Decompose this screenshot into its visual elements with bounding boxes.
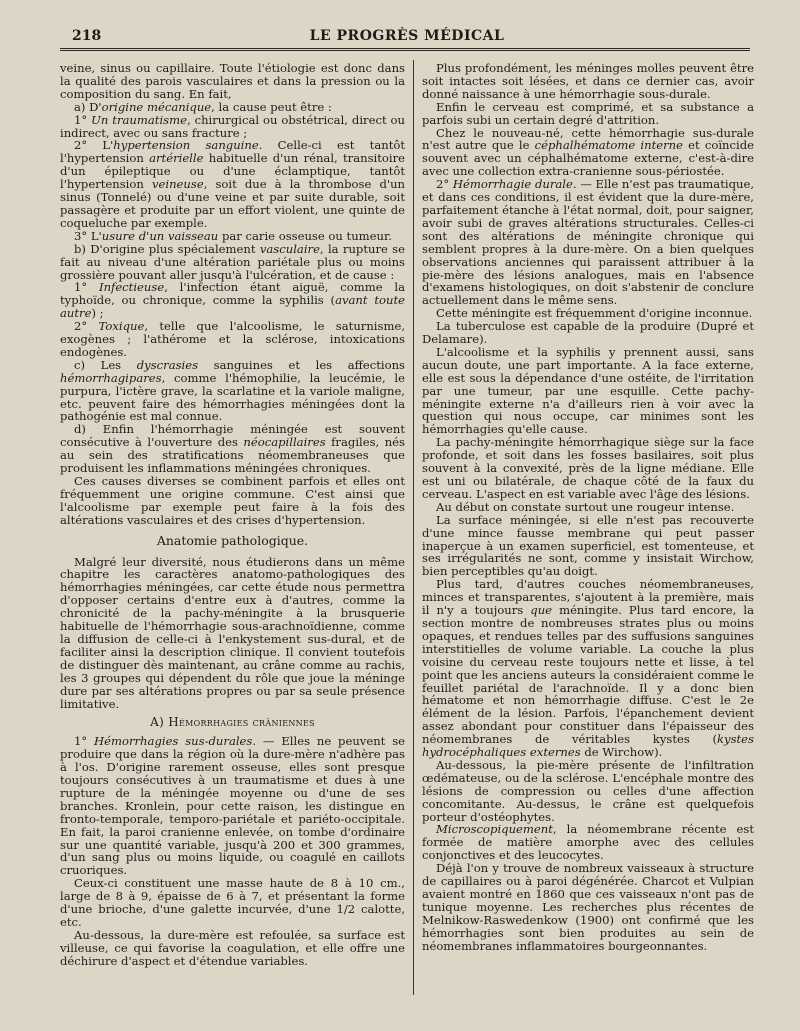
paragraph: c) Les dyscrasies sanguines et les affections hémorrhagipares, comme l'hémophilie, la leucémie, le purpura, l'ictère grave, la scarlatine et la variole maligne, etc. peuvent faire des hémorrhagies méningées dont la pathogénie est mal connue. bbox=[60, 357, 405, 424]
paragraph: Au-dessous, la pie-mère présente de l'infiltration œdémateuse, ou de la sclérose. L'encéphale montre des lésions de compression ou celles d'une affection concomitante. Au-dessus, le crâne est quelquefois porteur d'ostéophytes. bbox=[422, 757, 754, 824]
paragraph: 2° Toxique, telle que l'alcoolisme, le saturnisme, exogènes ; l'athérome et la sclérose, intoxications endogènes. bbox=[60, 319, 405, 359]
column-divider bbox=[413, 60, 414, 995]
paragraph: Microscopiquement, la néomembrane récente est formée de matière amorphe avec des cellules conjonctives et des leucocytes. bbox=[422, 822, 754, 863]
paragraph: Au début on constate surtout une rougeur intense. bbox=[436, 499, 735, 514]
paragraph: Chez le nouveau-né, cette hémorrhagie sus-durale n'est autre que le céphalhématome interne et coïncide souvent avec un céphalhématome externe, c'est-à-dire avec une collection extra-cranienne sous-périostée. bbox=[422, 125, 754, 179]
page-number: 218 bbox=[72, 28, 102, 44]
paragraph: 1° Hémorrhagies sus-durales. — Elles ne peuvent se produire que dans la région où la dure-mère n'adhère pas à l'os. D'origine rarement osseuse, elles sont presque toujours consécutives à un traumatisme et dues à une rupture de la méningée moyenne ou d'une de ses branches. Kronlein, pour cette raison, les distingue en fronto-temporale, temporo-pariétale et pariéto-occipitale. En fait, la paroi cranienne enlevée, on tombe d'ordinaire sur une quantité variable, jusqu'à 200 et 300 grammes, d'un sang plus ou moins liquide, ou coagulé en caillots cruoriques. bbox=[60, 734, 405, 878]
paragraph: 1° Un traumatisme, chirurgical ou obstétrical, direct ou indirect, avec ou sans fracture ; bbox=[60, 112, 405, 140]
paragraph: L'alcoolisme et la syphilis y prennent aussi, sans aucun doute, une part importante. A la face externe, elle est sous la dépendance d'une ostéite, de l'irritation par une tumeur, par une esquille. Cette pachy-méningite externe n'a d'ailleurs rien à voir avec la question qui nous occupe, car minimes sont les hémorrhagies qu'elle cause. bbox=[422, 344, 754, 437]
paragraph: Enfin le cerveau est comprimé, et sa substance a parfois subi un certain degré d'attrition. bbox=[422, 99, 754, 127]
section-title: Anatomie pathologique. bbox=[156, 532, 309, 548]
paragraph: La surface méningée, si elle n'est pas recouverte d'une mince fausse membrane qui peut passer inaperçue à un examen superficiel, est tomenteuse, et ses irrégularités ne sont, comme y insistait Wirchow, bien perceptibles qu'au doigt. bbox=[422, 512, 754, 579]
subsection-title: A) Hémorrhagies crâniennes bbox=[150, 715, 315, 730]
paragraph: Plus profondément, les méninges molles peuvent être soit intactes soit lésées, et dans ce dernier cas, avoir donné naissance à une hémorrhagie sous-durale. bbox=[422, 61, 754, 101]
paragraph: Cette méningite est fréquemment d'origine inconnue. bbox=[436, 306, 753, 321]
paragraph: Déjà l'on y trouve de nombreux vaisseaux à structure de capillaires ou à paroi dégénérée. Charcot et Vulpian avaient montré en 1860 que ces vaisseaux n'ont pas de tunique moyenne. Les recherches plus récentes de Melnikow-Raswedenkow (1900) ont confirmé que les hémorrhagies sont bien produites au sein de néomembranes inflammatoires bourgeonnantes. bbox=[422, 861, 754, 953]
journal-title: LE PROGRÈS MÉDICAL bbox=[309, 28, 505, 44]
left-column bbox=[60, 62, 405, 968]
paragraph: 1° Infectieuse, l'infection étant aiguë, comme la typhoïde, ou chronique, comme la syphilis (avant toute autre) ; bbox=[60, 280, 405, 321]
paragraph: b) D'origine plus spécialement vasculaire, la rupture se fait au niveau d'une altération pariétale plus ou moins grossière pouvant aller jusqu'à l'ulcération, et de cause : bbox=[60, 241, 405, 282]
paragraph: veine, sinus ou capillaire. Toute l'étiologie est donc dans la qualité des parois vasculaires et dans la pression ou la composition du sang. En fait, bbox=[60, 61, 405, 101]
paragraph: Plus tard, d'autres couches néomembraneuses, minces et transparentes, s'ajoutent à la première, mais il n'y a toujours que méningite. Plus tard encore, la section montre de nombreuses strates plus ou moins opaques, et rendues telles par des suffusions sanguines interstitielles de volume variable. La couche la plus voisine du cerveau reste toujours nette et lisse, à tel point que les anciens auteurs la considéraient comme le feuillet pariétal de l'arachnoïde. Il y a donc bien hématome et non hémorrhagie diffuse. C'est le 2e élément de la lésion. Parfois, l'épanchement devient assez abondant pour constituer dans l'épaisseur des néomembranes de véritables kystes (kystes hydrocéphaliques externes de Wirchow). bbox=[422, 577, 754, 760]
right-column bbox=[422, 62, 754, 953]
paragraph: Ceux-ci constituent une masse haute de 8 à 10 cm., large de 8 à 9, épaisse de 6 à 7, et présentant la forme d'une brioche, d'une galette incurvée, d'une 1/2 calotte, etc. bbox=[60, 876, 405, 929]
paragraph: La tuberculose est capable de la produire (Dupré et Delamare). bbox=[422, 319, 754, 347]
paragraph: a) D'origine mécanique, la cause peut être : bbox=[74, 99, 332, 114]
paragraph: La pachy-méningite hémorrhagique siège sur la face profonde, et soit dans les fosses basilaires, soit plus souvent à la convexité, près de la ligne médiane. Elle est uni ou bilatérale, de chaque côté de la faux du cerveau. L'aspect en est variable avec l'âge des lésions. bbox=[422, 435, 754, 501]
paragraph: Ces causes diverses se combinent parfois et elles ont fréquemment une origine commune. C'est ainsi que l'alcoolisme par exemple peut faire à la fois des altérations vasculaires et des crises d'hypertension. bbox=[60, 474, 405, 527]
paragraph: Au-dessous, la dure-mère est refoulée, sa surface est villeuse, ce qui favorise la coagulation, et elle offre une déchirure d'aspect et d'étendue variables. bbox=[60, 927, 405, 968]
paragraph: 2° L'hypertension sanguine. Celle-ci est tantôt l'hypertension artérielle habituelle d'un rénal, transitoire d'un épileptique ou d'une éclamptique, tantôt l'hypertension veineuse, soit due à la thrombose d'un sinus (Tonnelé) ou d'une veine et par suite durable, soit passagère et produite par un effort violent, une quinte de coqueluche par exemple. bbox=[60, 138, 406, 230]
page-header bbox=[72, 28, 742, 50]
header-rule bbox=[60, 48, 750, 51]
paragraph: Malgré leur diversité, nous étudierons dans un même chapitre les caractères anatomo-pathologiques des hémorrhagies méningées, car cette étude nous permettra d'opposer certains d'entre eux à d'autres, comme la chronicité de la pachy-méningite à la brusquerie habituelle de l'hémorrhagie sous-arachnoïdienne, comme la diffusion de celle-ci à l'enkystement sus-dural, et de faciliter ainsi la description clinique. Il convient toutefois de distinguer dès maintenant, au crâne comme au rachis, les 3 groupes qui dépendent du rôle que joue la méninge dure par ses altérations propres ou par sa seule présence limitative. bbox=[60, 554, 405, 711]
paragraph: d) Enfin l'hémorrhagie méningée est souvent consécutive à l'ouverture des néocapillaires fragiles, nés au sein des stratifications néomembraneuses que produisent les inflammations méningées chroniques. bbox=[60, 422, 405, 476]
paragraph: 3° L'usure d'un vaisseau par carie osseuse ou tumeur. bbox=[74, 228, 392, 243]
paragraph: 2° Hémorrhagie durale. — Elle n'est pas traumatique, et dans ces conditions, il est évident que la dure-mère, parfaitement étanche à l'état normal, doit, pour saigner, avoir subi de graves altérations structurales. Celles-ci sont des altérations de méningite chronique qui semblent propres à la dure-mère. On a bien quelques observations anciennes qui paraissent attribuer à la pie-mère des lésions analogues, mais en l'absence d'examens histologiques, on doit s'abstenir de conclure actuellement dans le même sens. bbox=[422, 177, 755, 308]
